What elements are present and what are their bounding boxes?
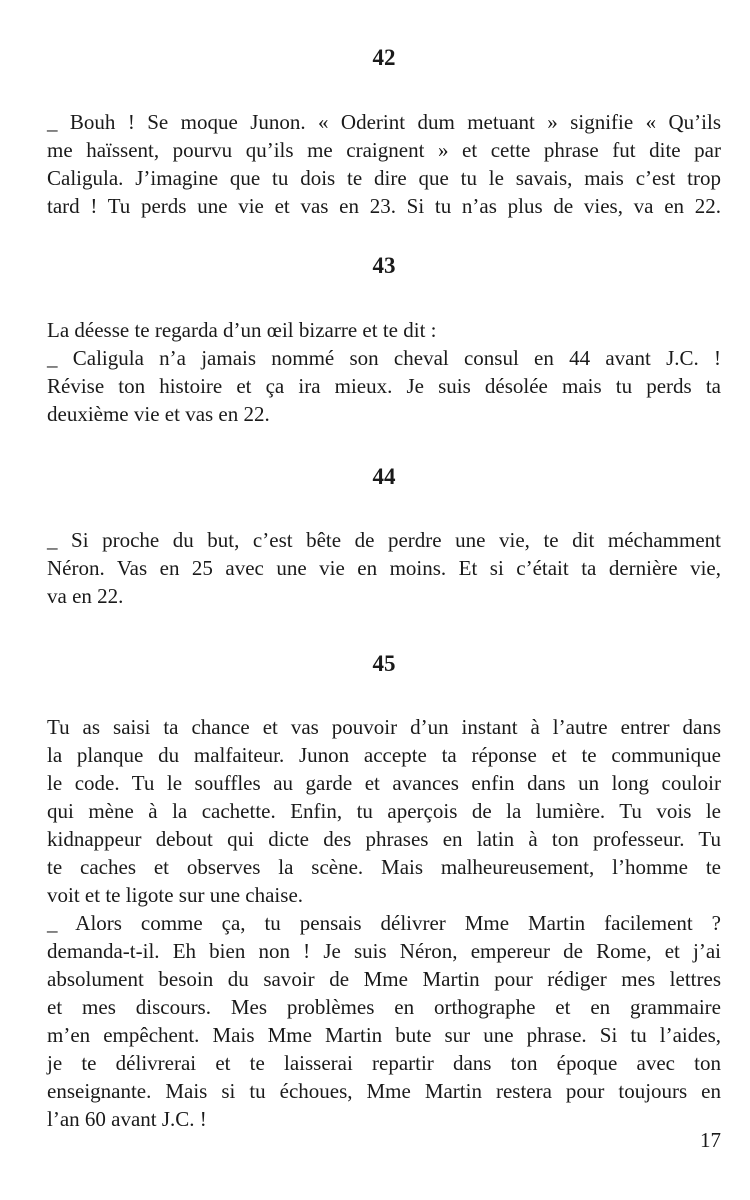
section-number-45: 45 [372, 651, 396, 676]
text-line: Révise ton histoire et ça ira mieux. Je suis désolée mais tu perds ta [47, 374, 721, 398]
page-number: 17 [700, 1128, 721, 1152]
text-line: absolument besoin du savoir de Mme Martin pour rédiger mes lettres [47, 967, 721, 991]
text-line: _ Alors comme ça, tu pensais délivrer Mme Martin facilement ? [47, 911, 721, 935]
text-line: te caches et observes la scène. Mais malheureusement, l’homme te [47, 855, 721, 879]
text-line: tard ! Tu perds une vie et vas en 23. Si tu n’as plus de vies, va en 22. [47, 194, 721, 218]
text-line: je te délivrerai et te laisserai repartir dans ton époque avec ton [47, 1051, 721, 1075]
text-line: et mes discours. Mes problèmes en orthographe et en grammaire [47, 995, 721, 1019]
text-line: va en 22. [47, 584, 124, 608]
text-line: La déesse te regarda d’un œil bizarre et te dit : [47, 318, 437, 342]
text-line: la planque du malfaiteur. Junon accepte ta réponse et te communique [47, 743, 721, 767]
text-line: kidnappeur debout qui dicte des phrases en latin à ton professeur. Tu [47, 827, 721, 851]
text-line: enseignante. Mais si tu échoues, Mme Martin restera pour toujours en [47, 1079, 721, 1103]
text-line: qui mène à la cachette. Enfin, tu aperçois de la lumière. Tu vois le [47, 799, 721, 823]
text-line: voit et te ligote sur une chaise. [47, 883, 304, 907]
text-line: _ Si proche du but, c’est bête de perdre une vie, te dit méchamment [47, 528, 721, 552]
text-line: deuxième vie et vas en 22. [47, 402, 270, 426]
text-line: Néron. Vas en 25 avec une vie en moins. Et si c’était ta dernière vie, [47, 556, 721, 580]
section-45-text [47, 713, 721, 1133]
text-line: l’an 60 avant J.C. ! [47, 1107, 207, 1131]
book-page [47, 0, 721, 1200]
section-number-44: 44 [372, 464, 396, 489]
text-line: le code. Tu le souffles au garde et avances enfin dans un long couloir [47, 771, 721, 795]
text-line: me haïssent, pourvu qu’ils me craignent » et cette phrase fut dite par [47, 138, 721, 162]
text-line: Tu as saisi ta chance et vas pouvoir d’un instant à l’autre entrer dans [47, 715, 721, 739]
section-44-text [47, 526, 721, 610]
section-43-text [47, 316, 721, 428]
text-line: Caligula. J’imagine que tu dois te dire que tu le savais, mais c’est trop [47, 166, 721, 190]
text-line: demanda-t-il. Eh bien non ! Je suis Néron, empereur de Rome, et j’ai [47, 939, 721, 963]
text-line: m’en empêchent. Mais Mme Martin bute sur une phrase. Si tu l’aides, [47, 1023, 721, 1047]
text-line: _ Bouh ! Se moque Junon. « Oderint dum metuant » signifie « Qu’ils [47, 110, 721, 134]
section-number-43: 43 [372, 253, 396, 278]
section-number-42: 42 [372, 45, 396, 70]
text-line: _ Caligula n’a jamais nommé son cheval consul en 44 avant J.C. ! [47, 346, 721, 370]
section-42-text [47, 108, 721, 220]
